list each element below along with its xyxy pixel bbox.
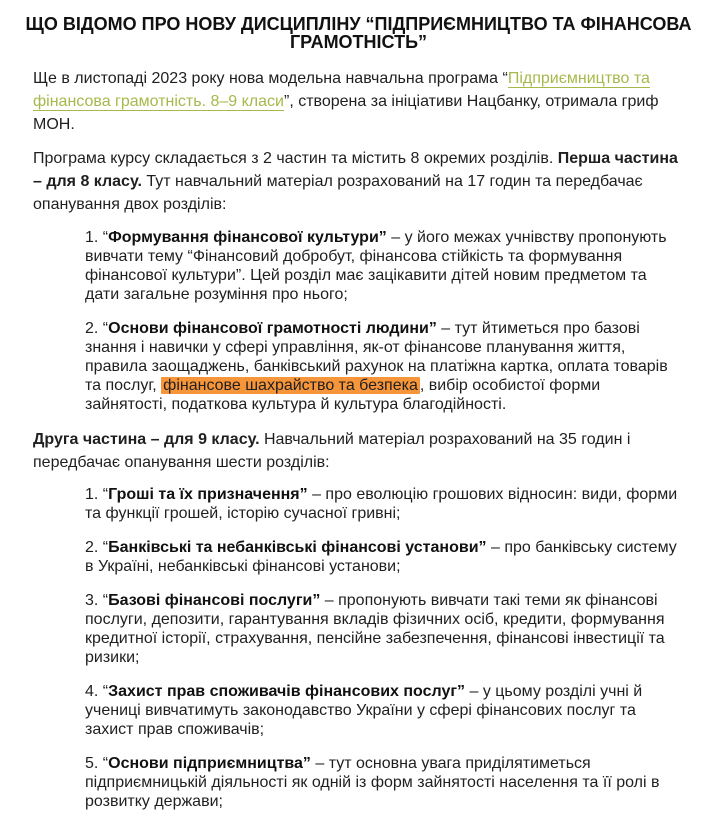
list-item bbox=[85, 228, 685, 304]
list-item bbox=[85, 319, 685, 414]
list-item-text: – про банківську систему в Україні, небанківські фінансові установи; bbox=[85, 539, 677, 575]
list-item-title: Банківські та небанківські фінансові установи” bbox=[108, 539, 487, 556]
list-item-title: Основи фінансової грамотності людини” bbox=[108, 320, 437, 337]
intro-text-before: Ще в листопаді 2023 року нова модельна навчальна програма “ bbox=[33, 70, 508, 87]
part1-lead: Програма курсу складається з 2 частин та містить 8 окремих розділів. bbox=[33, 150, 558, 167]
list-item-number: 2. “ bbox=[85, 539, 109, 556]
list-item-text-after: , вибір особистої форми зайнятості, податкова культура й культура благодійності. bbox=[85, 377, 601, 413]
list-item bbox=[85, 754, 685, 811]
grade8-sections-list bbox=[85, 228, 685, 429]
list-item bbox=[85, 591, 685, 667]
list-item-number: 1. “ bbox=[85, 229, 109, 246]
part1-rest: Тут навчальний матеріал розрахований на 17 годин та передбачає опанування двох розділів: bbox=[33, 173, 643, 213]
list-item-number: 3. “ bbox=[85, 592, 109, 609]
list-item-number: 2. “ bbox=[85, 320, 109, 337]
list-item bbox=[85, 485, 685, 523]
part2-bold: Друга частина – для 9 класу. bbox=[33, 431, 260, 448]
highlighted-phrase: фінансове шахрайство та безпека bbox=[163, 377, 418, 394]
list-item-title: Формування фінансової культури” bbox=[108, 229, 387, 246]
program-link[interactable]: Підприємництво та фінансова грамотність. 8–9 класи bbox=[33, 70, 650, 110]
list-item-number: 5. “ bbox=[85, 755, 109, 772]
list-item-text: – тут основна увага приділятиметься підприємницькій діяльності як одній із форм зайнятості населення та її ролі в розвитку держави; bbox=[85, 755, 660, 810]
part1-bold: Перша частина – для 8 класу. bbox=[33, 150, 678, 190]
list-item-title: Гроші та їх призначення” bbox=[108, 486, 308, 503]
list-item bbox=[85, 538, 685, 576]
list-item-number: 4. “ bbox=[85, 683, 109, 700]
list-item-text: – тут йтиметься про базові знання і навички у сфері управління, як-от фінансове планування життя, правила заощаджень, банківський рахунок на платіжна картка, оплата товарів та послуг, bbox=[85, 320, 668, 394]
list-item-title: Захист прав споживачів фінансових послуг” bbox=[108, 683, 466, 700]
part2-paragraph bbox=[33, 428, 683, 474]
list-item-text: – пропонують вивчати такі теми як фінансові послуги, депозити, гарантування вкладів фізичних осіб, кредити, формування кредитної історії, страхування, пенсійне забезпечення, фінансові інвестиції та ризики; bbox=[85, 592, 665, 666]
list-item bbox=[85, 682, 685, 739]
article-title: ЩО ВІДОМО ПРО НОВУ ДИСЦИПЛІНУ “ПІДПРИЄМНИЦТВО ТА ФІНАНСОВА ГРАМОТНІСТЬ” bbox=[25, 14, 692, 52]
intro-paragraph bbox=[33, 67, 683, 136]
list-item-text: – у цьому розділі учні й учениці вивчатимуть законодавство України у сфері фінансових послуг та захист прав споживачів; bbox=[85, 683, 643, 738]
list-item-text: – у його межах учнівству пропонують вивчати тему “Фінансовий добробут, фінансова стійкість та формування фінансової культури”. Цей розділ має зацікавити дітей новим предметом та дати загальне розуміння про нього; bbox=[85, 229, 667, 303]
grade9-sections-list bbox=[85, 485, 685, 826]
list-item-text: – про еволюцію грошових відносин: види, форми та функції грошей, історію сучасної гривні; bbox=[85, 486, 678, 522]
list-item-title: Базові фінансові послуги” bbox=[108, 592, 321, 609]
part1-paragraph bbox=[33, 147, 683, 216]
list-item-number: 1. “ bbox=[85, 486, 109, 503]
part2-rest: Навчальний матеріал розрахований на 35 годин і передбачає опанування шести розділів: bbox=[33, 431, 631, 471]
list-item-title: Основи підприємництва” bbox=[108, 755, 311, 772]
intro-text-after: ”, створена за ініціативи Нацбанку, отримала гриф МОН. bbox=[33, 93, 659, 133]
